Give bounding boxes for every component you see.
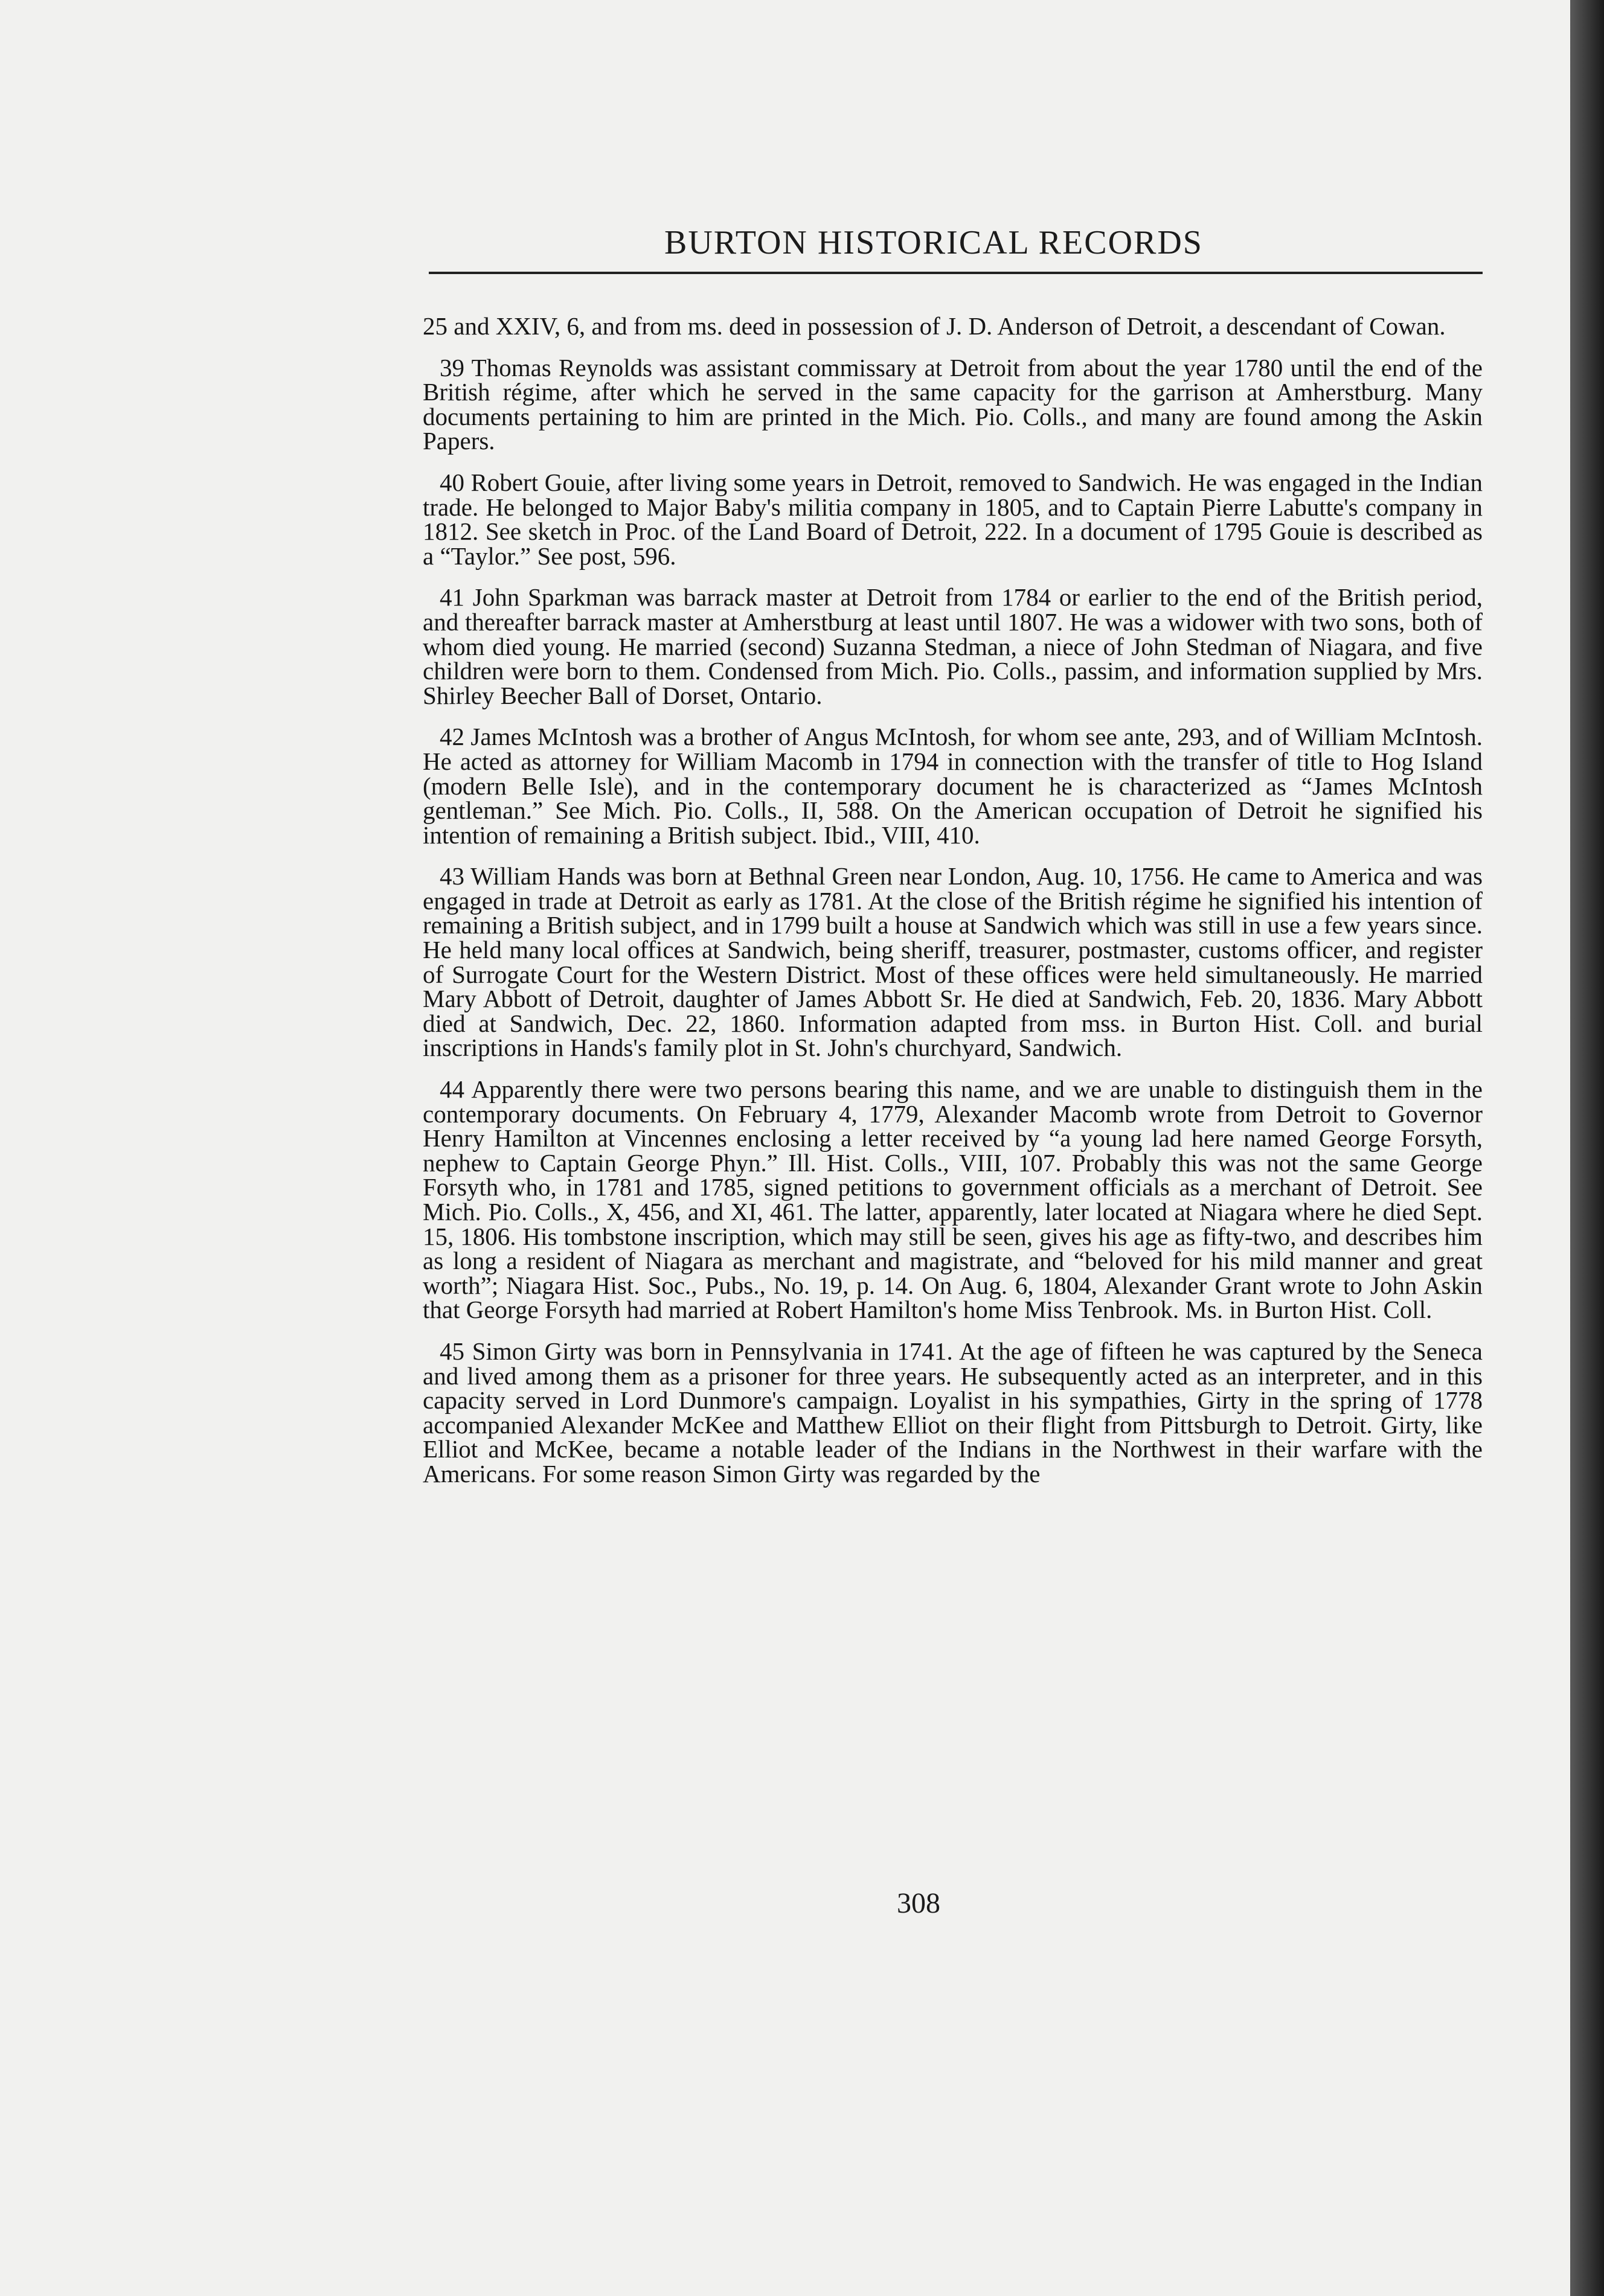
footnote-42: 42 James McIntosh was a brother of Angus McIntosh, for whom see ante, 293, and of William McIntosh. He acted as attorney for William Macomb in 1794 in connection with the transfer of title to Hog Island (modern Belle Isle), and in the contemporary document he is characterized as “James McIntosh gentleman.” See Mich. Pio. Colls., II, 588. On the American occupation of Detroit he signified his intention of remaining a British subject. Ibid., VIII, 410. bbox=[423, 723, 1483, 849]
running-head: BURTON HISTORICAL RECORDS bbox=[664, 224, 1203, 261]
footnote-continuation: 25 and XXIV, 6, and from ms. deed in possession of J. D. Anderson of Detroit, a descendant of Cowan. bbox=[423, 312, 1446, 340]
header-rule bbox=[429, 272, 1483, 274]
footnote-41: 41 John Sparkman was barrack master at Detroit from 1784 or earlier to the end of the British period, and thereafter barrack master at Amherstburg at least until 1807. He was a widower with two sons, both of whom died young. He married (second) Suzanna Stedman, a niece of John Stedman of Niagara, and five children were born to them. Condensed from Mich. Pio. Colls., passim, and information supplied by Mrs. Shirley Beecher Ball of Dorset, Ontario. bbox=[423, 583, 1483, 709]
page-edge-shadow bbox=[1570, 0, 1604, 2296]
footnote-39: 39 Thomas Reynolds was assistant commissary at Detroit from about the year 1780 until the end of the British régime, after which he served in the same capacity for the garrison at Amherstburg. Many documents pertaining to him are printed in the Mich. Pio. Colls., and many are found among the Askin Papers. bbox=[423, 353, 1483, 455]
footnote-43: 43 William Hands was born at Bethnal Green near London, Aug. 10, 1756. He came to America and was engaged in trade at Detroit as early as 1781. At the close of the British régime he signified his intention of remaining a British subject, and in 1799 built a house at Sandwich which was still in use a few years since. He held many local offices at Sandwich, being sheriff, treasurer, postmaster, customs officer, and register of Surrogate Court for the Western District. Most of these offices were held simultaneously. He married Mary Abbott of Detroit, daughter of James Abbott Sr. He died at Sandwich, Feb. 20, 1836. Mary Abbott died at Sandwich, Dec. 22, 1860. Information adapted from mss. in Burton Hist. Coll. and burial inscriptions in Hands's family plot in St. John's churchyard, Sandwich. bbox=[423, 862, 1483, 1062]
footnote-40: 40 Robert Gouie, after living some years in Detroit, removed to Sandwich. He was engaged in the Indian trade. He belonged to Major Baby's militia company in 1805, and to Captain Pierre Labutte's company in 1812. See sketch in Proc. of the Land Board of Detroit, 222. In a document of 1795 Gouie is described as a “Taylor.” See post, 596. bbox=[423, 468, 1483, 570]
footnotes-text bbox=[423, 314, 1483, 1503]
page-number: 308 bbox=[897, 1887, 940, 1919]
footnote-44: 44 Apparently there were two persons bearing this name, and we are unable to distinguish them in the contemporary documents. On February 4, 1779, Alexander Macomb wrote from Detroit to Governor Henry Hamilton at Vincennes enclosing a letter received by “a young lad here named George Forsyth, nephew to Captain George Phyn.” Ill. Hist. Colls., VIII, 107. Probably this was not the same George Forsyth who, in 1781 and 1785, signed petitions to government officials as a merchant of Detroit. See Mich. Pio. Colls., X, 456, and XI, 461. The latter, apparently, later located at Niagara where he died Sept. 15, 1806. His tombstone inscription, which may still be seen, gives his age as fifty-two, and describes him as long a resident of Niagara as merchant and magistrate, and “beloved for his mild manner and great worth”; Niagara Hist. Soc., Pubs., No. 19, p. 14. On Aug. 6, 1804, Alexander Grant wrote to John Askin that George Forsyth had married at Robert Hamilton's home Miss Tenbrook. Ms. in Burton Hist. Coll. bbox=[423, 1075, 1483, 1324]
footnote-45: 45 Simon Girty was born in Pennsylvania in 1741. At the age of fifteen he was captured by the Seneca and lived among them as a prisoner for three years. He subsequently acted as an interpreter, and in this capacity served in Lord Dunmore's campaign. Loyalist in his sympathies, Girty in the spring of 1778 accompanied Alexander McKee and Matthew Elliot on their flight from Pittsburgh to Detroit. Girty, like Elliot and McKee, became a notable leader of the Indians in the Northwest in their warfare with the Americans. For some reason Simon Girty was regarded by the bbox=[423, 1337, 1483, 1488]
